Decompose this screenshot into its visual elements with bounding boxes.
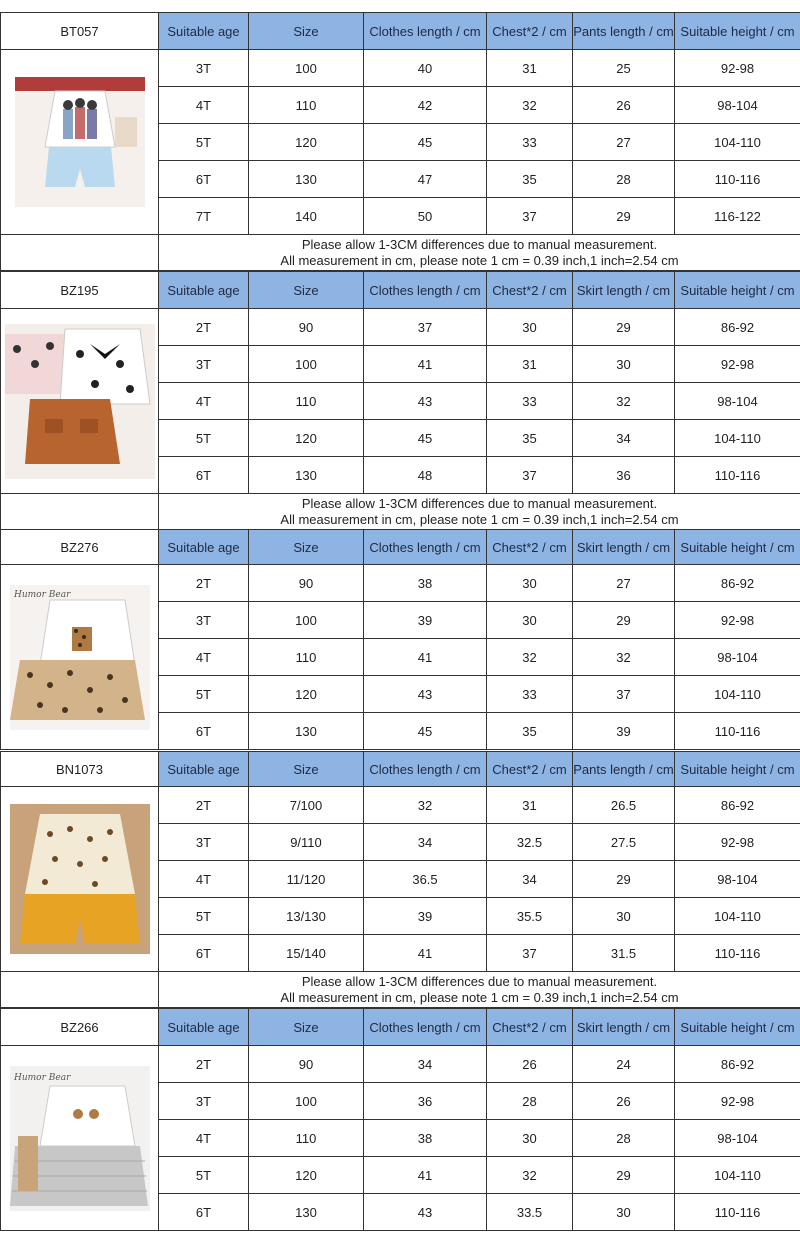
note-line-2: All measurement in cm, please note 1 cm = 0.39 inch,1 inch=2.54 cm	[280, 989, 679, 1005]
cell: 104-110	[675, 898, 800, 935]
cell: 7T	[159, 198, 249, 235]
header-suitable-age: Suitable age	[159, 530, 249, 565]
cell: 27.5	[573, 824, 675, 861]
cell: 43	[364, 383, 487, 420]
cell: 110-116	[675, 713, 800, 750]
header-chest: Chest*2 / cm	[487, 752, 573, 787]
product-code: BT057	[1, 13, 159, 50]
note-line-1: Please allow 1-3CM differences due to manual measurement.	[301, 973, 658, 989]
outfit-image-bt057	[15, 77, 145, 207]
cell: 29	[573, 1157, 675, 1194]
header-skirt-length: Skirt length / cm	[573, 1009, 675, 1046]
product-code: BN1073	[1, 752, 159, 787]
cell: 92-98	[675, 346, 800, 383]
header-suitable-age: Suitable age	[159, 1009, 249, 1046]
note-line-2: All measurement in cm, please note 1 cm = 0.39 inch,1 inch=2.54 cm	[280, 252, 679, 268]
cell: 42	[364, 87, 487, 124]
cell: 120	[249, 124, 364, 161]
cell: 100	[249, 346, 364, 383]
cell: 5T	[159, 676, 249, 713]
cell: 31	[487, 787, 573, 824]
cell: 39	[573, 713, 675, 750]
measurement-note	[159, 494, 800, 530]
size-table-bz195	[0, 271, 800, 530]
header-chest: Chest*2 / cm	[487, 272, 573, 309]
cell: 140	[249, 198, 364, 235]
header-size: Size	[249, 13, 364, 50]
cell: 32	[573, 639, 675, 676]
cell: 86-92	[675, 787, 800, 824]
product-code: BZ266	[1, 1009, 159, 1046]
header-suitable-age: Suitable age	[159, 13, 249, 50]
cell: 6T	[159, 161, 249, 198]
cell: 104-110	[675, 124, 800, 161]
header-suitable-height: Suitable height / cm	[675, 530, 800, 565]
cell: 29	[573, 602, 675, 639]
cell: 43	[364, 676, 487, 713]
cell: 120	[249, 1157, 364, 1194]
cell: 31	[487, 50, 573, 87]
measurement-note	[159, 972, 800, 1008]
cell: 130	[249, 457, 364, 494]
header-size: Size	[249, 1009, 364, 1046]
cell: 120	[249, 420, 364, 457]
cell: 45	[364, 124, 487, 161]
cell: 110	[249, 639, 364, 676]
cell: 92-98	[675, 824, 800, 861]
cell: 35.5	[487, 898, 573, 935]
cell: 41	[364, 1157, 487, 1194]
header-chest: Chest*2 / cm	[487, 13, 573, 50]
outfit-image-bz276	[10, 585, 150, 730]
cell: 39	[364, 602, 487, 639]
cell: 32.5	[487, 824, 573, 861]
header-size: Size	[249, 272, 364, 309]
cell: 86-92	[675, 309, 800, 346]
cell: 3T	[159, 346, 249, 383]
cell: 36	[364, 1083, 487, 1120]
cell: 3T	[159, 50, 249, 87]
cell: 39	[364, 898, 487, 935]
cell: 3T	[159, 602, 249, 639]
cell: 50	[364, 198, 487, 235]
table-row	[1, 787, 800, 824]
humor-bear-logo: Humor Bear	[13, 1072, 70, 1083]
size-table-bz276	[0, 529, 800, 750]
cell: 33	[487, 124, 573, 161]
header-suitable-height: Suitable height / cm	[675, 272, 800, 309]
cell: 34	[573, 420, 675, 457]
cell: 32	[573, 383, 675, 420]
note-line-2: All measurement in cm, please note 1 cm = 0.39 inch,1 inch=2.54 cm	[280, 511, 679, 527]
cell: 116-122	[675, 198, 800, 235]
cell: 110-116	[675, 1194, 800, 1231]
size-table-bz266	[0, 1008, 800, 1231]
cell: 32	[487, 87, 573, 124]
cell: 32	[364, 787, 487, 824]
cell: 120	[249, 676, 364, 713]
product-photo	[1, 50, 159, 235]
cell: 110	[249, 383, 364, 420]
cell: 4T	[159, 639, 249, 676]
cell: 6T	[159, 457, 249, 494]
cell: 4T	[159, 383, 249, 420]
humor-bear-logo: Humor Bear	[13, 589, 70, 600]
cell: 37	[364, 309, 487, 346]
cell: 2T	[159, 787, 249, 824]
cell: 26.5	[573, 787, 675, 824]
cell: 130	[249, 161, 364, 198]
header-suitable-height: Suitable height / cm	[675, 1009, 800, 1046]
size-table-bt057	[0, 12, 800, 271]
cell: 100	[249, 602, 364, 639]
cell: 41	[364, 346, 487, 383]
cell: 27	[573, 565, 675, 602]
cell: 27	[573, 124, 675, 161]
cell: 30	[573, 1194, 675, 1231]
cell: 30	[487, 602, 573, 639]
cell: 92-98	[675, 1083, 800, 1120]
cell: 30	[573, 346, 675, 383]
cell: 33	[487, 383, 573, 420]
cell: 31.5	[573, 935, 675, 972]
cell: 5T	[159, 124, 249, 161]
cell: 36	[573, 457, 675, 494]
cell: 35	[487, 713, 573, 750]
cell: 86-92	[675, 1046, 800, 1083]
product-photo	[1, 1046, 159, 1231]
cell: 30	[487, 565, 573, 602]
cell: 98-104	[675, 861, 800, 898]
cell: 4T	[159, 1120, 249, 1157]
table-row	[1, 309, 800, 346]
cell: 6T	[159, 713, 249, 750]
blank-cell	[1, 235, 159, 271]
cell: 4T	[159, 87, 249, 124]
cell: 45	[364, 713, 487, 750]
cell: 86-92	[675, 565, 800, 602]
cell: 25	[573, 50, 675, 87]
header-clothes-length: Clothes length / cm	[364, 13, 487, 50]
header-chest: Chest*2 / cm	[487, 1009, 573, 1046]
product-code: BZ276	[1, 530, 159, 565]
cell: 36.5	[364, 861, 487, 898]
cell: 92-98	[675, 602, 800, 639]
cell: 104-110	[675, 676, 800, 713]
cell: 9/110	[249, 824, 364, 861]
table-row	[1, 1046, 800, 1083]
cell: 110-116	[675, 457, 800, 494]
cell: 90	[249, 1046, 364, 1083]
cell: 30	[573, 898, 675, 935]
cell: 2T	[159, 565, 249, 602]
blank-cell	[1, 494, 159, 530]
cell: 104-110	[675, 1157, 800, 1194]
cell: 31	[487, 346, 573, 383]
cell: 28	[573, 161, 675, 198]
header-suitable-age: Suitable age	[159, 752, 249, 787]
cell: 98-104	[675, 87, 800, 124]
outfit-image-bz266	[10, 1066, 150, 1211]
cell: 45	[364, 420, 487, 457]
cell: 38	[364, 565, 487, 602]
header-size: Size	[249, 752, 364, 787]
cell: 5T	[159, 420, 249, 457]
cell: 34	[364, 824, 487, 861]
header-size: Size	[249, 530, 364, 565]
product-photo	[1, 309, 159, 494]
cell: 29	[573, 861, 675, 898]
cell: 41	[364, 639, 487, 676]
cell: 37	[487, 198, 573, 235]
product-code: BZ195	[1, 272, 159, 309]
cell: 35	[487, 161, 573, 198]
cell: 29	[573, 309, 675, 346]
header-clothes-length: Clothes length / cm	[364, 1009, 487, 1046]
cell: 92-98	[675, 50, 800, 87]
cell: 24	[573, 1046, 675, 1083]
cell: 30	[487, 1120, 573, 1157]
cell: 98-104	[675, 639, 800, 676]
cell: 32	[487, 639, 573, 676]
header-skirt-length: Skirt length / cm	[573, 272, 675, 309]
measurement-note	[159, 235, 800, 271]
table-row	[1, 50, 800, 87]
cell: 38	[364, 1120, 487, 1157]
header-skirt-length: Skirt length / cm	[573, 530, 675, 565]
cell: 33.5	[487, 1194, 573, 1231]
cell: 28	[573, 1120, 675, 1157]
cell: 34	[364, 1046, 487, 1083]
header-clothes-length: Clothes length / cm	[364, 752, 487, 787]
cell: 90	[249, 309, 364, 346]
cell: 41	[364, 935, 487, 972]
cell: 30	[487, 309, 573, 346]
cell: 104-110	[675, 420, 800, 457]
outfit-image-bn1073	[10, 804, 150, 954]
cell: 110-116	[675, 161, 800, 198]
header-clothes-length: Clothes length / cm	[364, 272, 487, 309]
cell: 11/120	[249, 861, 364, 898]
cell: 32	[487, 1157, 573, 1194]
cell: 26	[487, 1046, 573, 1083]
cell: 3T	[159, 1083, 249, 1120]
header-pants-length: Pants length / cm	[573, 13, 675, 50]
header-chest: Chest*2 / cm	[487, 530, 573, 565]
header-suitable-height: Suitable height / cm	[675, 752, 800, 787]
cell: 2T	[159, 309, 249, 346]
cell: 26	[573, 1083, 675, 1120]
cell: 100	[249, 1083, 364, 1120]
table-row	[1, 565, 800, 602]
product-photo	[1, 787, 159, 972]
cell: 4T	[159, 861, 249, 898]
cell: 28	[487, 1083, 573, 1120]
note-line-1: Please allow 1-3CM differences due to manual measurement.	[301, 495, 658, 511]
outfit-image-bz195	[5, 324, 155, 479]
cell: 5T	[159, 1157, 249, 1194]
cell: 5T	[159, 898, 249, 935]
cell: 37	[573, 676, 675, 713]
cell: 90	[249, 565, 364, 602]
product-photo	[1, 565, 159, 750]
size-table-bn1073	[0, 751, 800, 1008]
cell: 6T	[159, 935, 249, 972]
note-line-1: Please allow 1-3CM differences due to manual measurement.	[301, 236, 658, 252]
cell: 48	[364, 457, 487, 494]
cell: 110	[249, 1120, 364, 1157]
cell: 3T	[159, 824, 249, 861]
cell: 37	[487, 457, 573, 494]
cell: 33	[487, 676, 573, 713]
cell: 100	[249, 50, 364, 87]
cell: 43	[364, 1194, 487, 1231]
cell: 2T	[159, 1046, 249, 1083]
header-suitable-height: Suitable height / cm	[675, 13, 800, 50]
header-clothes-length: Clothes length / cm	[364, 530, 487, 565]
cell: 110-116	[675, 935, 800, 972]
cell: 26	[573, 87, 675, 124]
cell: 15/140	[249, 935, 364, 972]
cell: 13/130	[249, 898, 364, 935]
header-pants-length: Pants length / cm	[573, 752, 675, 787]
cell: 130	[249, 1194, 364, 1231]
cell: 37	[487, 935, 573, 972]
cell: 34	[487, 861, 573, 898]
cell: 98-104	[675, 383, 800, 420]
cell: 130	[249, 713, 364, 750]
cell: 35	[487, 420, 573, 457]
header-suitable-age: Suitable age	[159, 272, 249, 309]
cell: 98-104	[675, 1120, 800, 1157]
cell: 29	[573, 198, 675, 235]
blank-cell	[1, 972, 159, 1008]
cell: 40	[364, 50, 487, 87]
cell: 110	[249, 87, 364, 124]
cell: 6T	[159, 1194, 249, 1231]
cell: 7/100	[249, 787, 364, 824]
cell: 47	[364, 161, 487, 198]
